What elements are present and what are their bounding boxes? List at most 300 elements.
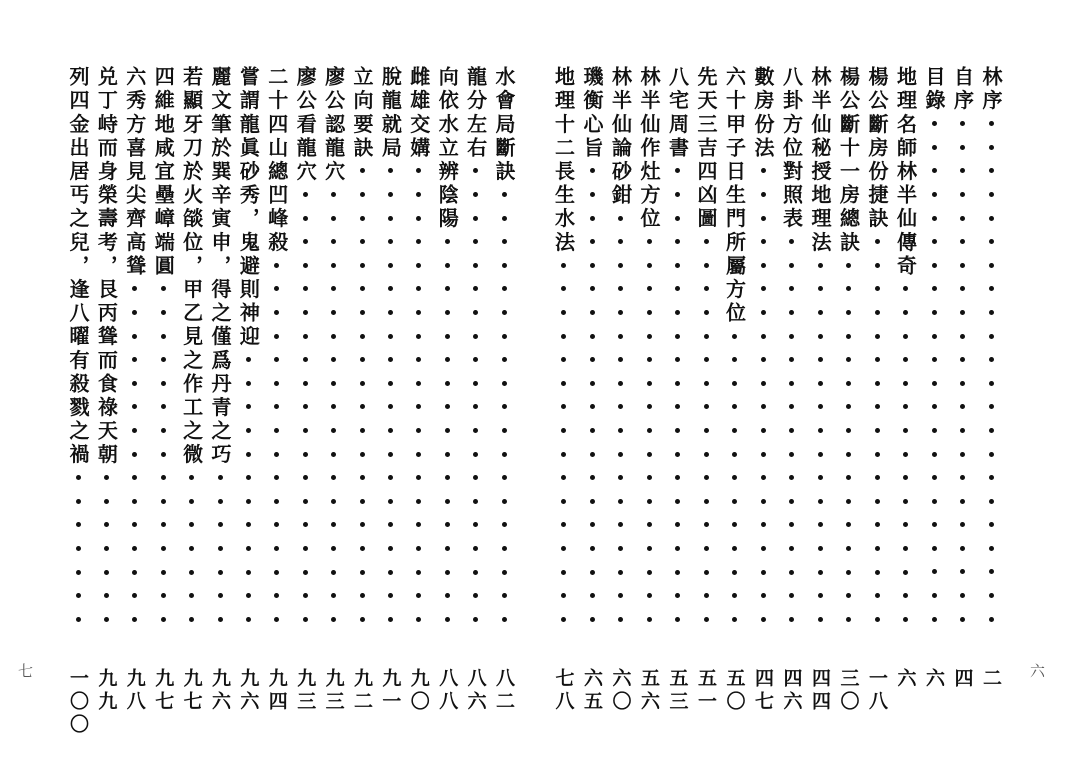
toc-page-number: 四六 <box>780 668 803 714</box>
toc-entry <box>922 66 946 632</box>
leader-dot <box>331 310 336 315</box>
leader-dot <box>932 428 937 433</box>
leader-dot <box>875 475 880 480</box>
leader-dot <box>473 617 478 622</box>
leader-dot <box>960 617 965 622</box>
leader-dot <box>132 428 137 433</box>
leader-dot <box>502 522 507 527</box>
leader-dot <box>331 499 336 504</box>
leader-dot <box>331 263 336 268</box>
toc-entry-title: 先天三吉四凶圖 <box>694 66 718 232</box>
leader-dot <box>818 428 823 433</box>
leader-dot <box>360 216 365 221</box>
leader-dot <box>388 404 393 409</box>
dot-leader <box>218 467 223 632</box>
leader-dot <box>704 286 709 291</box>
toc-entry <box>637 66 661 632</box>
dot-leader <box>161 278 166 632</box>
dot-leader <box>303 184 308 632</box>
leader-dot <box>989 168 994 173</box>
leader-dot <box>789 263 794 268</box>
toc-entry <box>808 66 832 632</box>
leader-dot <box>789 522 794 527</box>
leader-dot <box>818 381 823 386</box>
toc-page-number: 九九 <box>95 668 118 714</box>
leader-dot <box>704 546 709 551</box>
leader-dot <box>875 452 880 457</box>
toc-entry-title: 嘗謂龍眞砂秀，鬼避則神迎 <box>236 66 261 350</box>
toc-entry <box>865 66 889 632</box>
leader-dot <box>846 404 851 409</box>
leader-dot <box>561 593 566 598</box>
leader-dot <box>388 334 393 339</box>
leader-dot <box>989 145 994 150</box>
leader-dot <box>647 239 652 244</box>
leader-dot <box>846 357 851 362</box>
leader-dot <box>416 239 421 244</box>
leader-dot <box>360 593 365 598</box>
toc-entry <box>435 66 459 632</box>
leader-dot <box>989 310 994 315</box>
leader-dot <box>989 428 994 433</box>
leader-dot <box>331 286 336 291</box>
leader-dot <box>502 263 507 268</box>
leader-dot <box>561 404 566 409</box>
leader-dot <box>732 475 737 480</box>
toc-entry <box>552 66 576 632</box>
toc-entry-title: 兑丁峙而身榮壽考，艮丙聳而食祿天朝 <box>94 66 119 468</box>
leader-dot <box>732 381 737 386</box>
leader-dot <box>732 357 737 362</box>
leader-dot <box>818 404 823 409</box>
leader-dot <box>761 192 766 197</box>
leader-dot <box>618 593 623 598</box>
leader-dot <box>761 499 766 504</box>
leader-dot <box>704 428 709 433</box>
leader-dot <box>132 310 137 315</box>
leader-dot <box>416 546 421 551</box>
leader-dot <box>561 357 566 362</box>
toc-page-number: 六 <box>894 668 917 691</box>
leader-dot <box>218 593 223 598</box>
leader-dot <box>303 192 308 197</box>
toc-entry <box>208 66 232 632</box>
leader-dot <box>303 239 308 244</box>
leader-dot <box>647 381 652 386</box>
leader-dot <box>675 192 680 197</box>
leader-dot <box>704 263 709 268</box>
leader-dot <box>704 617 709 622</box>
leader-dot <box>932 121 937 126</box>
leader-dot <box>388 168 393 173</box>
leader-dot <box>246 381 251 386</box>
leader-dot <box>618 522 623 527</box>
leader-dot <box>960 310 965 315</box>
leader-dot <box>960 499 965 504</box>
leader-dot <box>818 499 823 504</box>
leader-dot <box>647 404 652 409</box>
leader-dot <box>903 286 908 291</box>
leader-dot <box>818 617 823 622</box>
toc-entry-title: 八宅周書 <box>665 66 690 161</box>
leader-dot <box>989 381 994 386</box>
dot-leader <box>360 160 365 632</box>
leader-dot <box>473 593 478 598</box>
leader-dot <box>360 263 365 268</box>
leader-dot <box>561 452 566 457</box>
leader-dot <box>647 428 652 433</box>
leader-dot <box>846 263 851 268</box>
leader-dot <box>303 310 308 315</box>
leader-dot <box>818 286 823 291</box>
leader-dot <box>561 617 566 622</box>
leader-dot <box>274 286 279 291</box>
leader-dot <box>360 192 365 197</box>
leader-dot <box>561 499 566 504</box>
leader-dot <box>360 499 365 504</box>
toc-entry <box>751 66 775 632</box>
leader-dot <box>161 334 166 339</box>
leader-dot <box>445 475 450 480</box>
leader-dot <box>761 168 766 173</box>
leader-dot <box>761 452 766 457</box>
leader-dot <box>189 475 194 480</box>
leader-dot <box>590 192 595 197</box>
leader-dot <box>875 381 880 386</box>
dot-leader <box>875 231 880 632</box>
dot-leader <box>104 467 109 632</box>
dot-leader <box>590 160 595 632</box>
leader-dot <box>704 381 709 386</box>
leader-dot <box>960 192 965 197</box>
leader-dot <box>502 192 507 197</box>
toc-page-number: 八二 <box>493 668 515 714</box>
leader-dot <box>132 452 137 457</box>
leader-dot <box>274 263 279 268</box>
leader-dot <box>647 546 652 551</box>
toc-page-number: 六〇 <box>609 668 632 714</box>
leader-dot <box>561 522 566 527</box>
leader-dot <box>416 381 421 386</box>
leader-dot <box>590 334 595 339</box>
leader-dot <box>473 404 478 409</box>
leader-dot <box>132 357 137 362</box>
leader-dot <box>274 357 279 362</box>
toc-page-number: 九六 <box>209 668 231 714</box>
leader-dot <box>303 334 308 339</box>
leader-dot <box>104 499 109 504</box>
leader-dot <box>303 216 308 221</box>
toc-entry <box>322 66 346 632</box>
leader-dot <box>388 522 393 527</box>
leader-dot <box>789 428 794 433</box>
leader-dot <box>274 593 279 598</box>
toc-page-number: 一〇〇 <box>67 668 89 737</box>
leader-dot <box>416 404 421 409</box>
leader-dot <box>846 522 851 527</box>
leader-dot <box>761 357 766 362</box>
leader-dot <box>675 216 680 221</box>
leader-dot <box>502 310 507 315</box>
leader-dot <box>388 475 393 480</box>
toc-entry-title: 四維地咸宜壘嶂端圓 <box>151 66 176 279</box>
leader-dot <box>416 593 421 598</box>
leader-dot <box>932 263 937 268</box>
toc-entry <box>951 66 975 632</box>
leader-dot <box>590 381 595 386</box>
leader-dot <box>675 593 680 598</box>
leader-dot <box>618 546 623 551</box>
leader-dot <box>561 475 566 480</box>
leader-dot <box>647 334 652 339</box>
leader-dot <box>303 499 308 504</box>
leader-dot <box>445 522 450 527</box>
leader-dot <box>360 381 365 386</box>
leader-dot <box>875 499 880 504</box>
leader-dot <box>875 570 880 575</box>
dot-leader <box>789 231 794 632</box>
leader-dot <box>903 404 908 409</box>
leader-dot <box>675 570 680 575</box>
leader-dot <box>846 617 851 622</box>
leader-dot <box>761 475 766 480</box>
leader-dot <box>647 593 652 598</box>
leader-dot <box>274 617 279 622</box>
toc-entry <box>694 66 718 632</box>
dot-leader <box>761 160 766 632</box>
leader-dot <box>932 499 937 504</box>
toc-entry <box>609 66 633 632</box>
leader-dot <box>388 263 393 268</box>
leader-dot <box>989 334 994 339</box>
leader-dot <box>502 546 507 551</box>
leader-dot <box>274 499 279 504</box>
leader-dot <box>502 617 507 622</box>
toc-page-number: 九一 <box>379 668 402 714</box>
leader-dot <box>303 570 308 575</box>
leader-dot <box>76 522 81 527</box>
leader-dot <box>903 334 908 339</box>
leader-dot <box>303 404 308 409</box>
leader-dot <box>331 475 336 480</box>
leader-dot <box>76 617 81 622</box>
leader-dot <box>732 452 737 457</box>
leader-dot <box>989 475 994 480</box>
leader-dot <box>274 522 279 527</box>
leader-dot <box>445 452 450 457</box>
leader-dot <box>331 216 336 221</box>
toc-page-number: 五六 <box>638 668 660 714</box>
toc-entry <box>151 66 175 632</box>
toc-entry <box>894 66 918 632</box>
toc-entry-title: 林半仙作灶方位 <box>637 66 661 232</box>
leader-dot <box>388 192 393 197</box>
leader-dot <box>761 428 766 433</box>
leader-dot <box>932 617 937 622</box>
toc-entry <box>407 66 431 632</box>
leader-dot <box>647 357 652 362</box>
leader-dot <box>875 357 880 362</box>
dot-leader <box>388 160 393 632</box>
leader-dot <box>189 617 194 622</box>
leader-dot <box>846 570 851 575</box>
leader-dot <box>445 404 450 409</box>
leader-dot <box>761 263 766 268</box>
toc-page-number: 五一 <box>695 668 717 714</box>
leader-dot <box>590 310 595 315</box>
leader-dot <box>960 168 965 173</box>
leader-dot <box>618 499 623 504</box>
leader-dot <box>875 334 880 339</box>
leader-dot <box>789 546 794 551</box>
toc-page-number: 八八 <box>436 668 459 714</box>
leader-dot <box>761 570 766 575</box>
leader-dot <box>561 546 566 551</box>
leader-dot <box>274 475 279 480</box>
leader-dot <box>445 239 450 244</box>
leader-dot <box>360 334 365 339</box>
toc-entry <box>580 66 604 632</box>
leader-dot <box>331 404 336 409</box>
leader-dot <box>732 428 737 433</box>
leader-dot <box>989 593 994 598</box>
leader-dot <box>647 617 652 622</box>
leader-dot <box>161 570 166 575</box>
leader-dot <box>331 522 336 527</box>
toc-entry-title: 目錄 <box>922 66 946 114</box>
leader-dot <box>590 404 595 409</box>
leader-dot <box>846 593 851 598</box>
toc-entry-title: 列四金出居丐之兒，逢八曜有殺戮之禍 <box>66 66 90 468</box>
leader-dot <box>388 239 393 244</box>
leader-dot <box>502 570 507 575</box>
leader-dot <box>846 475 851 480</box>
dot-leader <box>561 255 566 633</box>
toc-page-number: 四四 <box>809 668 831 714</box>
leader-dot <box>502 499 507 504</box>
leader-dot <box>274 381 279 386</box>
leader-dot <box>473 499 478 504</box>
leader-dot <box>161 286 166 291</box>
leader-dot <box>189 499 194 504</box>
dot-leader <box>132 278 137 632</box>
leader-dot <box>218 546 223 551</box>
leader-dot <box>161 522 166 527</box>
leader-dot <box>246 357 251 362</box>
dot-leader <box>473 160 478 632</box>
leader-dot <box>388 381 393 386</box>
leader-dot <box>989 404 994 409</box>
leader-dot <box>818 310 823 315</box>
leader-dot <box>704 404 709 409</box>
leader-dot <box>932 334 937 339</box>
leader-dot <box>789 404 794 409</box>
leader-dot <box>502 593 507 598</box>
leader-dot <box>675 546 680 551</box>
leader-dot <box>331 593 336 598</box>
leader-dot <box>590 168 595 173</box>
leader-dot <box>704 310 709 315</box>
leader-dot <box>360 357 365 362</box>
leader-dot <box>132 499 137 504</box>
leader-dot <box>303 522 308 527</box>
leader-dot <box>590 593 595 598</box>
leader-dot <box>989 617 994 622</box>
leader-dot <box>675 334 680 339</box>
leader-dot <box>132 286 137 291</box>
leader-dot <box>618 428 623 433</box>
dot-leader <box>416 160 421 632</box>
dot-leader <box>818 255 823 633</box>
leader-dot <box>502 239 507 244</box>
leader-dot <box>445 570 450 575</box>
toc-page-number: 九二 <box>351 668 373 714</box>
leader-dot <box>590 286 595 291</box>
leader-dot <box>846 499 851 504</box>
leader-dot <box>903 593 908 598</box>
leader-dot <box>331 546 336 551</box>
leader-dot <box>331 192 336 197</box>
leader-dot <box>502 381 507 386</box>
leader-dot <box>960 334 965 339</box>
leader-dot <box>960 145 965 150</box>
leader-dot <box>875 310 880 315</box>
leader-dot <box>416 428 421 433</box>
leader-dot <box>732 522 737 527</box>
leader-dot <box>274 428 279 433</box>
leader-dot <box>789 475 794 480</box>
leader-dot <box>590 617 595 622</box>
leader-dot <box>903 546 908 551</box>
leader-dot <box>590 216 595 221</box>
leader-dot <box>618 617 623 622</box>
leader-dot <box>647 475 652 480</box>
leader-dot <box>473 216 478 221</box>
leader-dot <box>590 546 595 551</box>
leader-dot <box>331 570 336 575</box>
dot-leader <box>274 255 279 633</box>
toc-entry-title: 六秀方喜見尖齊高聳 <box>122 66 147 279</box>
leader-dot <box>274 546 279 551</box>
toc-entry <box>378 66 402 632</box>
toc-entry <box>66 66 90 632</box>
leader-dot <box>675 475 680 480</box>
toc-page-number: 九八 <box>123 668 146 714</box>
leader-dot <box>704 239 709 244</box>
leader-dot <box>132 334 137 339</box>
leader-dot <box>618 475 623 480</box>
toc-page-number: 九七 <box>180 668 203 714</box>
leader-dot <box>246 522 251 527</box>
leader-dot <box>875 239 880 244</box>
leader-dot <box>104 617 109 622</box>
toc-page-number: 八六 <box>464 668 487 714</box>
leader-dot <box>932 168 937 173</box>
leader-dot <box>360 522 365 527</box>
leader-dot <box>132 593 137 598</box>
leader-dot <box>932 381 937 386</box>
leader-dot <box>989 121 994 126</box>
toc-entry-title: 楊公斷十一房總訣 <box>836 66 861 255</box>
leader-dot <box>161 310 166 315</box>
leader-dot <box>875 404 880 409</box>
leader-dot <box>932 475 937 480</box>
leader-dot <box>960 239 965 244</box>
leader-dot <box>502 404 507 409</box>
leader-dot <box>875 617 880 622</box>
leader-dot <box>618 570 623 575</box>
leader-dot <box>331 357 336 362</box>
